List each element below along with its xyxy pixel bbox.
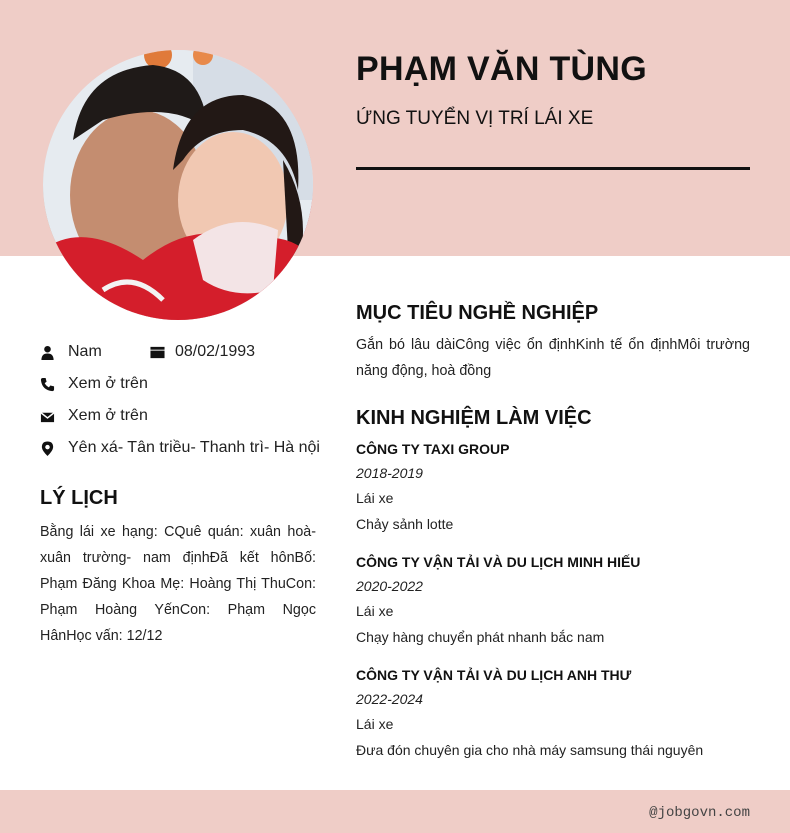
job-role: Lái xe (356, 603, 394, 619)
candidate-name: PHẠM VĂN TÙNG (356, 50, 648, 88)
job-company: CÔNG TY VẬN TẢI VÀ DU LỊCH ANH THƯ (356, 667, 632, 683)
job-description: Đưa đón chuyên gia cho nhà máy samsung thái nguyên (356, 742, 704, 758)
objective-text: Gắn bó lâu dàiCông việc ổn địnhKinh tế ổn địnhMôi trường năng động, hoà đồng (356, 337, 750, 379)
address-value: Yên xá- Tân triều- Thanh trì- Hà nội (68, 439, 320, 456)
experience-title: KINH NGHIỆM LÀM VIỆC (356, 407, 592, 429)
contact-dob (150, 343, 255, 361)
job-description: Chảy sảnh lotte (356, 516, 454, 532)
job-role: Lái xe (356, 716, 394, 732)
profile-photo (43, 50, 313, 320)
email-icon (40, 408, 55, 424)
header-divider (356, 167, 750, 170)
email-value: Xem ở trên (68, 407, 148, 424)
job-description: Chạy hàng chuyển phát nhanh bắc nam (356, 629, 605, 645)
job-period: 2018-2019 (356, 465, 423, 481)
watermark: @jobgovn.com (649, 805, 750, 821)
job-role: Lái xe (356, 490, 394, 506)
profile-text: Bằng lái xe hạng: CQuê quán: xuân hoà- xuân trường- nam địnhĐã kết hônBố: Phạm Đăng Khoa Mẹ: Hoàng Thị ThuCon: Phạm Hoàng YếnCon: Phạm Ngọc HânHọc vấn: 12/12 (40, 524, 316, 644)
calendar-icon (150, 344, 165, 360)
job-period: 2020-2022 (356, 578, 423, 594)
gender-value: Nam (68, 343, 102, 360)
profile-title: LÝ LỊCH (40, 487, 118, 509)
person-icon (40, 344, 55, 360)
objective-title: MỤC TIÊU NGHỀ NGHIỆP (356, 302, 599, 324)
job-company: CÔNG TY TAXI GROUP (356, 441, 510, 457)
contact-phone (40, 375, 148, 393)
contact-gender (40, 343, 102, 361)
job-company: CÔNG TY VẬN TẢI VÀ DU LỊCH MINH HIẾU (356, 554, 641, 570)
location-pin-icon (40, 440, 55, 456)
applied-position: ỨNG TUYỂN VỊ TRÍ LÁI XE (356, 108, 594, 129)
avatar (43, 50, 313, 320)
phone-icon (40, 376, 55, 392)
dob-value: 08/02/1993 (175, 343, 256, 360)
contact-email (40, 407, 148, 425)
job-period: 2022-2024 (356, 691, 423, 707)
phone-value: Xem ở trên (68, 375, 148, 392)
contact-address (40, 439, 320, 457)
